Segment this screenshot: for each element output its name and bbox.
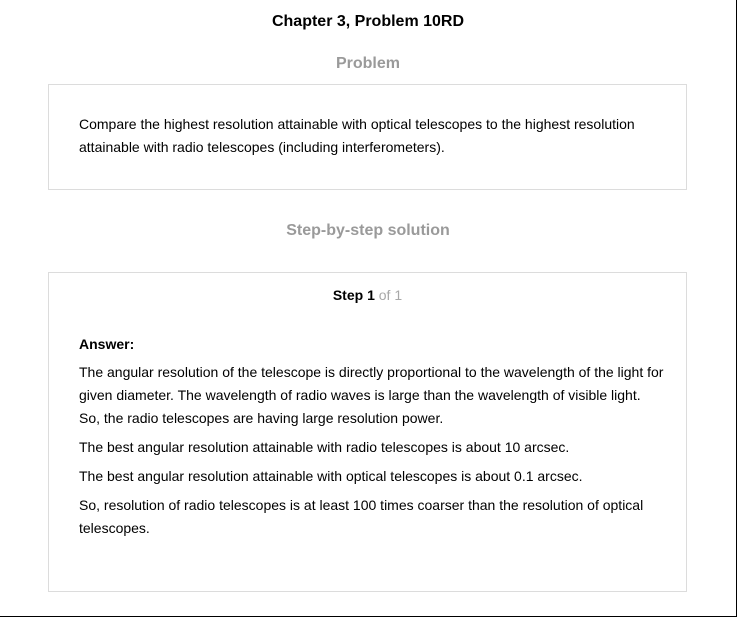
solution-paragraph: The best angular resolution attainable with optical telescopes is about 0.1 arcsec. (79, 468, 583, 484)
problem-text: Compare the highest resolution attainable with optical telescopes to the highest resolution attainable with radio telescopes (including interferometers). (79, 116, 635, 155)
page-title: Chapter 3, Problem 10RD (271, 13, 465, 30)
step-number: 1 (367, 287, 375, 303)
problem-card (48, 84, 687, 190)
solution-heading: Step-by-step solution (286, 222, 450, 239)
answer-label: Answer: (79, 336, 135, 352)
problem-heading: Problem (335, 55, 400, 72)
solution-paragraph: So, resolution of radio telescopes is at least 100 times coarser than the resolution of optical telescopes. (79, 497, 644, 536)
step-total: 1 (394, 287, 403, 303)
solution-paragraph: The best angular resolution attainable with radio telescopes is about 10 arcsec. (79, 439, 570, 455)
step-indicator (49, 286, 686, 304)
solution-card (48, 272, 687, 592)
step-label: Step (332, 287, 364, 303)
step-of-label: of (378, 287, 391, 303)
solution-paragraph: The angular resolution of the telescope is directly proportional to the wavelength of the light for given diameter. The wavelength of radio waves is large than the wavelength of visible light. So, the radio telescopes are having large resolution power. (79, 364, 664, 426)
